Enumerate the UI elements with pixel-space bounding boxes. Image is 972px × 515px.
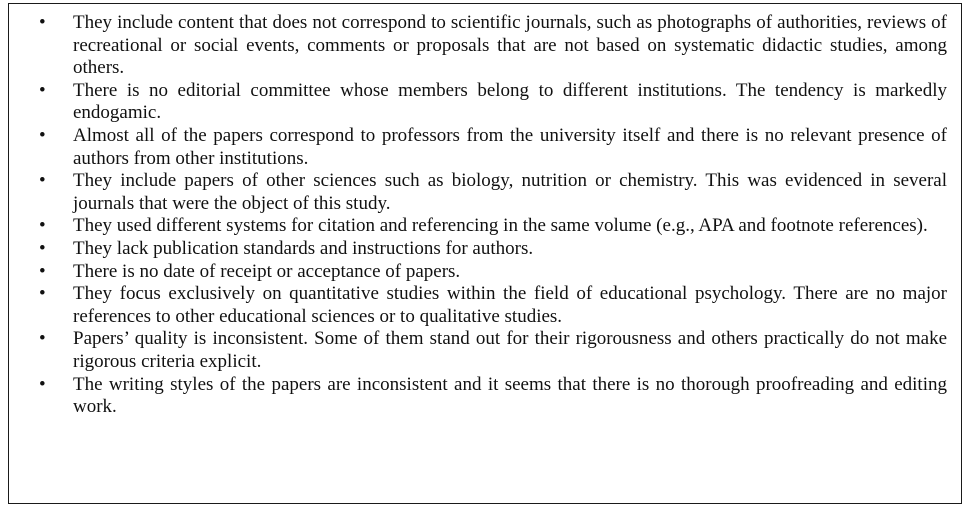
bordered-text-box xyxy=(8,3,962,504)
bullet-icon: • xyxy=(39,237,46,259)
bullet-icon: • xyxy=(39,260,46,282)
list-item xyxy=(9,12,947,80)
bullet-icon: • xyxy=(39,373,46,395)
bullet-icon: • xyxy=(39,79,46,101)
bullet-icon: • xyxy=(39,328,46,350)
list-item xyxy=(9,125,947,170)
list-item xyxy=(9,374,947,419)
list-item xyxy=(9,170,947,215)
list-item-text: Almost all of the papers correspond to professors from the university itself and there is no relevant presence of authors from other institutions. xyxy=(73,124,947,169)
list-item-text: The writing styles of the papers are inconsistent and it seems that there is no thorough proofreading and editing work. xyxy=(73,373,947,418)
bullet-icon: • xyxy=(39,170,46,192)
bullet-icon: • xyxy=(39,124,46,146)
list-item-text: They focus exclusively on quantitative studies within the field of educational psychology. There are no major references to other educational sciences or to qualitative studies. xyxy=(73,283,947,327)
bullet-list xyxy=(9,4,961,419)
list-item-text: They lack publication standards and instructions for authors. xyxy=(73,237,534,259)
list-item-text: There is no editorial committee whose members belong to different institutions. The tendency is markedly endogamic. xyxy=(73,79,947,124)
list-item xyxy=(9,215,947,238)
list-item xyxy=(9,328,947,373)
bullet-icon: • xyxy=(39,283,46,305)
list-item-text: There is no date of receipt or acceptance of papers. xyxy=(73,260,461,282)
list-item xyxy=(9,261,947,284)
list-item-text: They include content that does not correspond to scientific journals, such as photographs of authorities, reviews of recreational or social events, comments or proposals that are not based on systematic didactic studies, among others. xyxy=(73,12,947,79)
list-item-text: Papers’ quality is inconsistent. Some of them stand out for their rigorousness and others practically do not make rigorous criteria explicit. xyxy=(73,328,947,372)
list-item xyxy=(9,283,947,328)
bullet-icon: • xyxy=(39,12,46,33)
list-item-text: They include papers of other sciences such as biology, nutrition or chemistry. This was evidenced in several journals that were the object of this study. xyxy=(73,170,947,214)
bullet-icon: • xyxy=(39,215,46,237)
list-item xyxy=(9,80,947,125)
list-item xyxy=(9,238,947,261)
list-item-text: They used different systems for citation and referencing in the same volume (e.g., APA and footnote references). xyxy=(73,215,928,237)
